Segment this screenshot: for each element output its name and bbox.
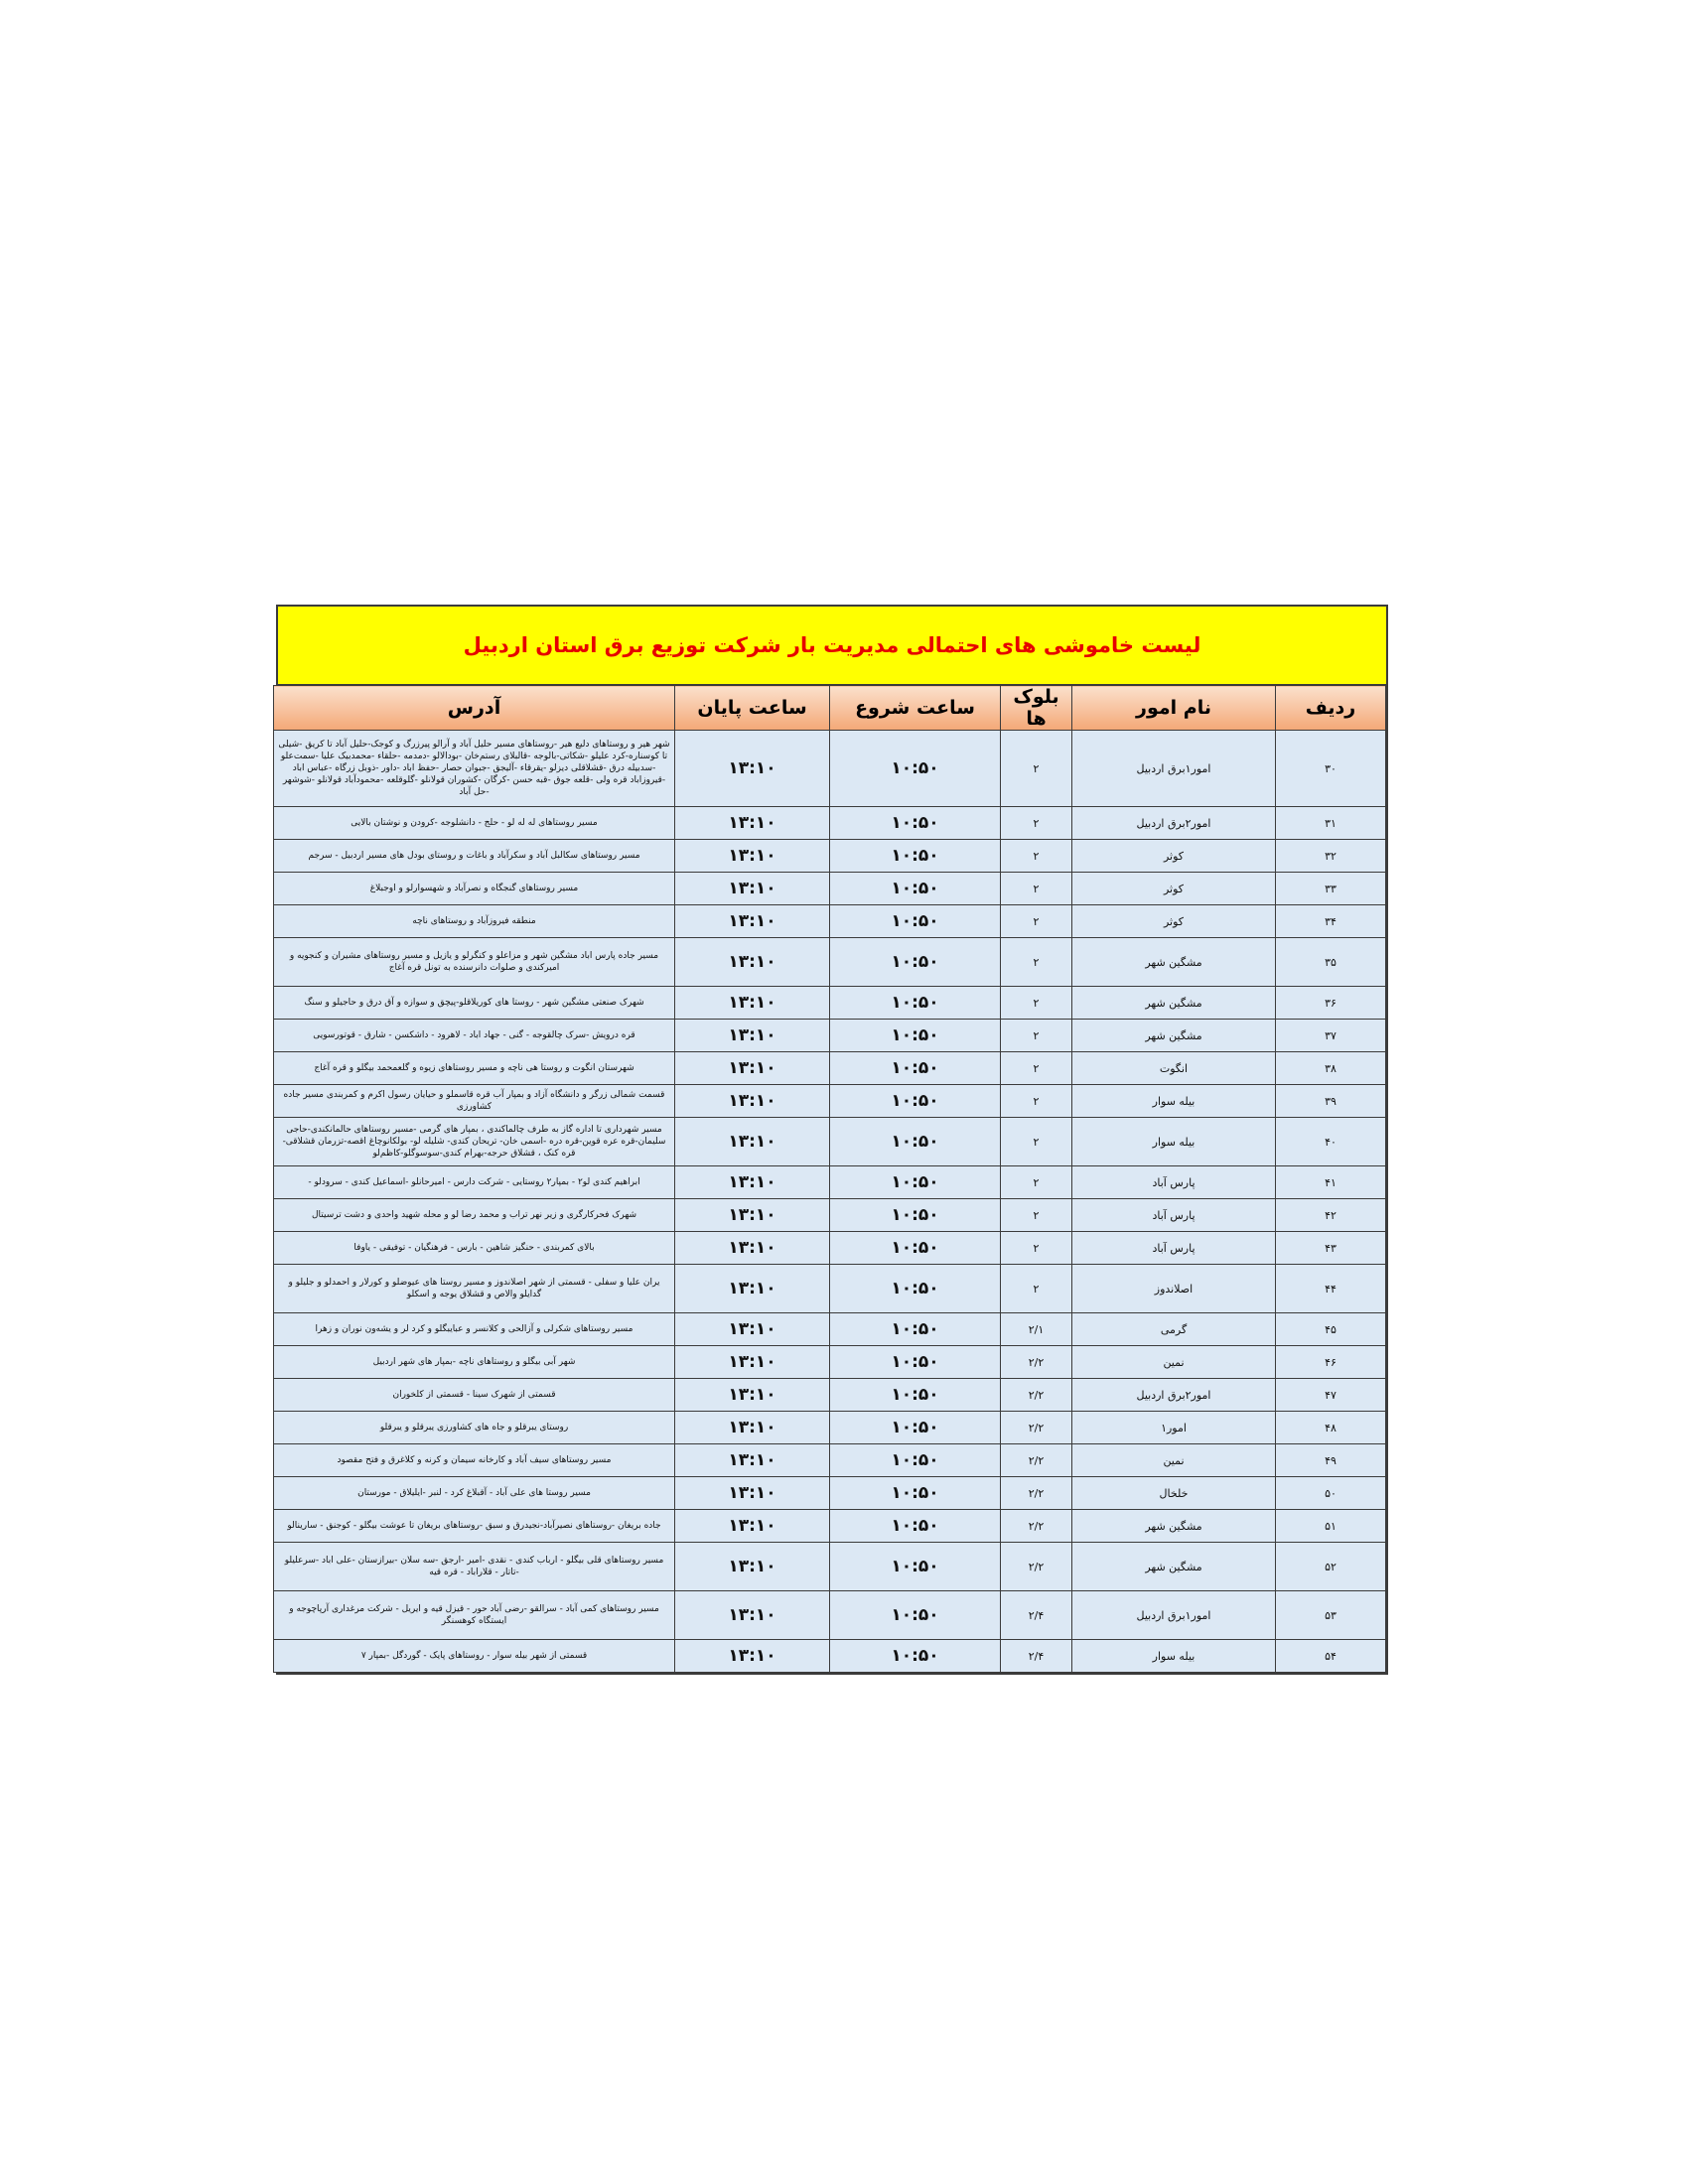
address-cell: شهر آبی بیگلو و روستاهای ناچه -بمپار های شهر اردبیل xyxy=(274,1346,675,1379)
row-number-cell: ۴۴ xyxy=(1276,1265,1386,1313)
name-cell: انگوت xyxy=(1072,1052,1276,1085)
end-time-cell: ۱۳:۱۰ xyxy=(675,1510,830,1543)
end-time-cell: ۱۳:۱۰ xyxy=(675,1232,830,1265)
address-cell: قره درویش -سرک چالقوجه - گنی - جهاد اباد - لاهرود - داشکسن - شارق - قوتورسویی xyxy=(274,1020,675,1052)
name-cell: مشگین شهر xyxy=(1072,938,1276,987)
end-time-cell: ۱۳:۱۰ xyxy=(675,1640,830,1673)
table-row xyxy=(274,1199,1386,1232)
row-number-cell: ۵۱ xyxy=(1276,1510,1386,1543)
table-row xyxy=(274,840,1386,873)
header-address: آدرس xyxy=(274,686,675,731)
row-number-cell: ۵۴ xyxy=(1276,1640,1386,1673)
title-bar xyxy=(278,607,1386,685)
block-cell: ۲/۱ xyxy=(1001,1313,1072,1346)
table-row xyxy=(274,1052,1386,1085)
row-number-cell: ۳۸ xyxy=(1276,1052,1386,1085)
address-cell: مسیر روستاهای سکالبل آباد و سکرآباد و باغات و روستای بودل های مسیر اردبیل - سرجم xyxy=(274,840,675,873)
block-cell: ۲ xyxy=(1001,731,1072,807)
block-cell: ۲ xyxy=(1001,1166,1072,1199)
address-cell: شهرک صنعتی مشگین شهر - روستا های کوریلاقلو-پیچق و سوازه و آق درق و حاجیلو و سنگ xyxy=(274,987,675,1020)
start-time-cell: ۱۰:۵۰ xyxy=(830,1199,1001,1232)
name-cell: خلخال xyxy=(1072,1477,1276,1510)
table-row xyxy=(274,1346,1386,1379)
row-number-cell: ۴۹ xyxy=(1276,1444,1386,1477)
row-number-cell: ۳۰ xyxy=(1276,731,1386,807)
end-time-cell: ۱۳:۱۰ xyxy=(675,1543,830,1591)
start-time-cell: ۱۰:۵۰ xyxy=(830,1166,1001,1199)
address-cell: قسمتی از شهر بیله سوار - روستاهای پایک - گوردگل -بمپار ۷ xyxy=(274,1640,675,1673)
start-time-cell: ۱۰:۵۰ xyxy=(830,1543,1001,1591)
header-row-number: ردیف xyxy=(1276,686,1386,731)
table-row xyxy=(274,1020,1386,1052)
block-cell: ۲/۲ xyxy=(1001,1379,1072,1412)
name-cell: نمین xyxy=(1072,1346,1276,1379)
row-number-cell: ۵۳ xyxy=(1276,1591,1386,1640)
table-body xyxy=(274,731,1386,1673)
address-cell: مسیر روستاهای کمی آباد - سرالقو -رضی آباد حور - قیزل قیه و ایریل - شرکت مرغداری آرپاچوجه و ایستگاه کوهسنگر xyxy=(274,1591,675,1640)
address-cell: مسیر روستاهای سیف آباد و کارخانه سیمان و کرنه و کلاغرق و فتح مقصود xyxy=(274,1444,675,1477)
name-cell: گرمی xyxy=(1072,1313,1276,1346)
end-time-cell: ۱۳:۱۰ xyxy=(675,1313,830,1346)
table-row xyxy=(274,807,1386,840)
table-row xyxy=(274,1543,1386,1591)
address-cell: مسیر جاده پارس اباد مشگین شهر و مزاعلو و کنگرلو و یازیل و مسیر روستاهای مشیران و کنجویه و امیرکندی و صلوات دانرسنده به تونل قره آغاج xyxy=(274,938,675,987)
name-cell: امور۲برق اردبیل xyxy=(1072,807,1276,840)
page-title: لیست خاموشی های احتمالی مدیریت بار شرکت توزیع برق استان اردبیل xyxy=(463,633,1201,657)
block-cell: ۲/۲ xyxy=(1001,1510,1072,1543)
block-cell: ۲/۴ xyxy=(1001,1640,1072,1673)
end-time-cell: ۱۳:۱۰ xyxy=(675,905,830,938)
table-row xyxy=(274,1444,1386,1477)
address-cell: مسیر روستاهای قلی بیگلو - ارباب کندی - نقدی -امیر -ارجق -سه‌ سلان -بیرازستان -علی اباد -سرعلیلو -تاتار - قلاراباد - قره قیه xyxy=(274,1543,675,1591)
block-cell: ۲/۲ xyxy=(1001,1543,1072,1591)
table-row xyxy=(274,1085,1386,1118)
end-time-cell: ۱۳:۱۰ xyxy=(675,987,830,1020)
block-cell: ۲ xyxy=(1001,1020,1072,1052)
name-cell: پارس آباد xyxy=(1072,1166,1276,1199)
table-row xyxy=(274,1232,1386,1265)
name-cell: مشگین شهر xyxy=(1072,987,1276,1020)
row-number-cell: ۴۳ xyxy=(1276,1232,1386,1265)
start-time-cell: ۱۰:۵۰ xyxy=(830,1412,1001,1444)
start-time-cell: ۱۰:۵۰ xyxy=(830,1444,1001,1477)
table-row xyxy=(274,731,1386,807)
name-cell: امور۱برق اردبیل xyxy=(1072,731,1276,807)
row-number-cell: ۵۰ xyxy=(1276,1477,1386,1510)
end-time-cell: ۱۳:۱۰ xyxy=(675,1379,830,1412)
block-cell: ۲ xyxy=(1001,1199,1072,1232)
row-number-cell: ۵۲ xyxy=(1276,1543,1386,1591)
row-number-cell: ۳۹ xyxy=(1276,1085,1386,1118)
name-cell: مشگین شهر xyxy=(1072,1510,1276,1543)
address-cell: مسیر شهرداری تا اداره گاز به طرف چالماکندی ، بمپار های گرمی -مسیر روستاهای حالمانکندی-حاجی سلیمان-قره عره قوین-قره دره -اسمی خان- تریحان کندی- شلیله لو- بولکانوچاغ اقصه-تزرمان قشلاقی-قره کنک ، قشلاق حرجه-بهرام کندی-سوسوگلو-کاظم‌لو xyxy=(274,1118,675,1166)
start-time-cell: ۱۰:۵۰ xyxy=(830,807,1001,840)
name-cell: پارس آباد xyxy=(1072,1232,1276,1265)
row-number-cell: ۳۴ xyxy=(1276,905,1386,938)
end-time-cell: ۱۳:۱۰ xyxy=(675,1477,830,1510)
address-cell: شهر هیر و روستاهای دلیع هیر -روستاهای مسیر حلیل آباد و آرالو پیرزرگ و کوجک-حلیل آباد تا کریق -شیلی تا کوسناره-کرد علیلو -شکاتی-بالوجه -قالبلای رستم‌خان -بودالالو -دمدمه -حلقاء -محمدبیک علیا -سمت‌علو -سدبیله درق -قشلاقلی دیزلو -یقرقاء -آلیجق -جبوان حصار -حفظ اباد -داور -ذوبل زرگاه -عباس اباد -قیروزاباد قره ولی -قلعه جوق -قبه حسن -کرگان -کشوران قولانلو -گلوقلعه -محمودآباد قولانلو -شوشهر -حل آباد xyxy=(274,731,675,807)
start-time-cell: ۱۰:۵۰ xyxy=(830,938,1001,987)
address-cell: مسیر روستاهای گنجگاه و نصرآباد و شهسوارلو و اوجبلاغ xyxy=(274,873,675,905)
table-row xyxy=(274,1510,1386,1543)
block-cell: ۲ xyxy=(1001,840,1072,873)
table-row xyxy=(274,938,1386,987)
table-row xyxy=(274,873,1386,905)
address-cell: مسیر روستاهای له له لو - حلج - دانشلوجه -کرودن و نوشتان بالایی xyxy=(274,807,675,840)
end-time-cell: ۱۳:۱۰ xyxy=(675,1444,830,1477)
address-cell: بالای کمربندی - حنگیز شاهین - بارس - فرهنگیان - توفیقی - یاوفا xyxy=(274,1232,675,1265)
header-row xyxy=(274,686,1386,731)
name-cell: امور۲برق اردبیل xyxy=(1072,1379,1276,1412)
name-cell: بیله سوار xyxy=(1072,1085,1276,1118)
block-cell: ۲/۴ xyxy=(1001,1591,1072,1640)
table-row xyxy=(274,1379,1386,1412)
row-number-cell: ۴۷ xyxy=(1276,1379,1386,1412)
outage-table-sheet xyxy=(276,605,1388,1675)
table-row xyxy=(274,1412,1386,1444)
start-time-cell: ۱۰:۵۰ xyxy=(830,873,1001,905)
block-cell: ۲ xyxy=(1001,987,1072,1020)
end-time-cell: ۱۳:۱۰ xyxy=(675,731,830,807)
start-time-cell: ۱۰:۵۰ xyxy=(830,1265,1001,1313)
address-cell: ابراهیم کندی لو۲ - بمپار۲ روستایی - شرکت دارس - امیرحانلو -اسماعیل کندی - سرودلو - xyxy=(274,1166,675,1199)
start-time-cell: ۱۰:۵۰ xyxy=(830,1232,1001,1265)
end-time-cell: ۱۳:۱۰ xyxy=(675,840,830,873)
start-time-cell: ۱۰:۵۰ xyxy=(830,1379,1001,1412)
row-number-cell: ۳۵ xyxy=(1276,938,1386,987)
outage-table xyxy=(273,685,1386,1673)
end-time-cell: ۱۳:۱۰ xyxy=(675,1166,830,1199)
block-cell: ۲/۲ xyxy=(1001,1346,1072,1379)
block-cell: ۲ xyxy=(1001,1265,1072,1313)
row-number-cell: ۴۱ xyxy=(1276,1166,1386,1199)
row-number-cell: ۴۲ xyxy=(1276,1199,1386,1232)
start-time-cell: ۱۰:۵۰ xyxy=(830,1346,1001,1379)
table-row xyxy=(274,1591,1386,1640)
row-number-cell: ۳۳ xyxy=(1276,873,1386,905)
start-time-cell: ۱۰:۵۰ xyxy=(830,1510,1001,1543)
end-time-cell: ۱۳:۱۰ xyxy=(675,1052,830,1085)
row-number-cell: ۳۷ xyxy=(1276,1020,1386,1052)
block-cell: ۲/۲ xyxy=(1001,1477,1072,1510)
table-row xyxy=(274,1166,1386,1199)
address-cell: جاده بریغان -روستاهای نصیرآباد-نجیدرق و سبق -روستاهای بریغان تا عوشت بیگلو - کوجنق - سارینالو xyxy=(274,1510,675,1543)
end-time-cell: ۱۳:۱۰ xyxy=(675,807,830,840)
address-cell: روستای یبرقلو و جاه های کشاورزی یبرقلو و یبرقلو xyxy=(274,1412,675,1444)
table-row xyxy=(274,1118,1386,1166)
address-cell: مسیر روستا های علی آباد - آقبلاغ کرد - لنبر -ایلیلاق - مورستان xyxy=(274,1477,675,1510)
start-time-cell: ۱۰:۵۰ xyxy=(830,1640,1001,1673)
address-cell: منطقه فیروزآباد و روستاهای ناچه xyxy=(274,905,675,938)
block-cell: ۲/۲ xyxy=(1001,1444,1072,1477)
header-blocks: بلوک ها xyxy=(1001,686,1072,731)
row-number-cell: ۳۶ xyxy=(1276,987,1386,1020)
block-cell: ۲ xyxy=(1001,1052,1072,1085)
header-start-time: ساعت شروع xyxy=(830,686,1001,731)
block-cell: ۲ xyxy=(1001,807,1072,840)
block-cell: ۲ xyxy=(1001,1085,1072,1118)
address-cell: قسمت شمالی زرگر و دانشگاه آزاد و بمپار آب قره قاسملو و حیایان رسول اکرم و کمربندی مسیر جاده کشاورزی xyxy=(274,1085,675,1118)
address-cell: قسمتی از شهرک سینا - قسمتی از کلخوران xyxy=(274,1379,675,1412)
header-end-time: ساعت پایان xyxy=(675,686,830,731)
end-time-cell: ۱۳:۱۰ xyxy=(675,1085,830,1118)
row-number-cell: ۴۶ xyxy=(1276,1346,1386,1379)
address-cell: شهرستان انگوت و روستا هی ناچه و مسیر روستاهای زیوه و گلعمحمد بیگلو و قره آغاج xyxy=(274,1052,675,1085)
start-time-cell: ۱۰:۵۰ xyxy=(830,905,1001,938)
end-time-cell: ۱۳:۱۰ xyxy=(675,1591,830,1640)
end-time-cell: ۱۳:۱۰ xyxy=(675,1265,830,1313)
block-cell: ۲ xyxy=(1001,905,1072,938)
start-time-cell: ۱۰:۵۰ xyxy=(830,1118,1001,1166)
start-time-cell: ۱۰:۵۰ xyxy=(830,840,1001,873)
start-time-cell: ۱۰:۵۰ xyxy=(830,987,1001,1020)
name-cell: بیله سوار xyxy=(1072,1640,1276,1673)
end-time-cell: ۱۳:۱۰ xyxy=(675,1199,830,1232)
row-number-cell: ۴۰ xyxy=(1276,1118,1386,1166)
table-row xyxy=(274,987,1386,1020)
end-time-cell: ۱۳:۱۰ xyxy=(675,1020,830,1052)
name-cell: اصلاندوز xyxy=(1072,1265,1276,1313)
start-time-cell: ۱۰:۵۰ xyxy=(830,1477,1001,1510)
row-number-cell: ۳۲ xyxy=(1276,840,1386,873)
row-number-cell: ۳۱ xyxy=(1276,807,1386,840)
start-time-cell: ۱۰:۵۰ xyxy=(830,1085,1001,1118)
start-time-cell: ۱۰:۵۰ xyxy=(830,1052,1001,1085)
table-row xyxy=(274,905,1386,938)
end-time-cell: ۱۳:۱۰ xyxy=(675,938,830,987)
end-time-cell: ۱۳:۱۰ xyxy=(675,1346,830,1379)
end-time-cell: ۱۳:۱۰ xyxy=(675,1412,830,1444)
row-number-cell: ۴۸ xyxy=(1276,1412,1386,1444)
block-cell: ۲ xyxy=(1001,938,1072,987)
table-row xyxy=(274,1640,1386,1673)
name-cell: امور۱ xyxy=(1072,1412,1276,1444)
block-cell: ۲ xyxy=(1001,873,1072,905)
name-cell: بیله سوار xyxy=(1072,1118,1276,1166)
block-cell: ۲ xyxy=(1001,1232,1072,1265)
table-row xyxy=(274,1265,1386,1313)
block-cell: ۲/۲ xyxy=(1001,1412,1072,1444)
start-time-cell: ۱۰:۵۰ xyxy=(830,1020,1001,1052)
address-cell: شهرک فحرکارگری و زیر نهر تراب و محمد رضا لو و محله شهید واحدی و دشت ترسیتال xyxy=(274,1199,675,1232)
block-cell: ۲ xyxy=(1001,1118,1072,1166)
name-cell: مشگین شهر xyxy=(1072,1020,1276,1052)
address-cell: مسیر روستاهای شکرلی و آزالحی و کلانسر و عبایبگلو و کرد لر و یشه‌ون نوران و زهرا xyxy=(274,1313,675,1346)
header-name: نام امور xyxy=(1072,686,1276,731)
row-number-cell: ۴۵ xyxy=(1276,1313,1386,1346)
start-time-cell: ۱۰:۵۰ xyxy=(830,1313,1001,1346)
name-cell: امور۱برق اردبیل xyxy=(1072,1591,1276,1640)
name-cell: کوثر xyxy=(1072,840,1276,873)
name-cell: کوثر xyxy=(1072,873,1276,905)
name-cell: کوثر xyxy=(1072,905,1276,938)
start-time-cell: ۱۰:۵۰ xyxy=(830,1591,1001,1640)
name-cell: پارس آباد xyxy=(1072,1199,1276,1232)
name-cell: نمین xyxy=(1072,1444,1276,1477)
end-time-cell: ۱۳:۱۰ xyxy=(675,1118,830,1166)
table-row xyxy=(274,1313,1386,1346)
end-time-cell: ۱۳:۱۰ xyxy=(675,873,830,905)
start-time-cell: ۱۰:۵۰ xyxy=(830,731,1001,807)
name-cell: مشگین شهر xyxy=(1072,1543,1276,1591)
address-cell: یران علیا و سفلی - قسمتی از شهر اصلاندوز و مسیر روستا های عیوضلو و کورلار و احمدلو و جلیلو و گدایلو والاص و قشلاق یوجه و اسکلو xyxy=(274,1265,675,1313)
table-row xyxy=(274,1477,1386,1510)
